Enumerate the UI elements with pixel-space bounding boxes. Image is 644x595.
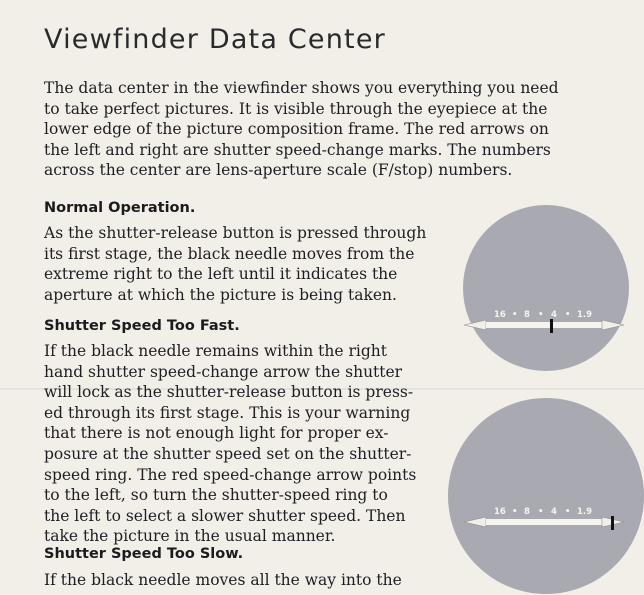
intro-line: the left and right are shutter speed-change marks. The numbers — [44, 140, 551, 159]
black-needle — [550, 319, 553, 333]
fstop-4: 4 — [551, 310, 557, 320]
fstop-separator: • — [512, 310, 518, 320]
fstop-separator: • — [538, 507, 544, 517]
fstop-separator: • — [512, 507, 518, 517]
fast-line: the left to select a slower shutter speed. Then — [44, 506, 406, 525]
fstop-8: 8 — [524, 507, 530, 517]
fstop-4: 4 — [551, 507, 557, 517]
fstop-8: 8 — [524, 310, 530, 320]
section-heading-normal-operation: Normal Operation. — [44, 200, 196, 216]
viewfinder-diagram-normal — [446, 204, 644, 374]
slow-line: If the black needle moves all the way into the — [44, 571, 402, 589]
fast-line: posure at the shutter speed set on the shutter- — [44, 444, 412, 463]
fstop-16: 16 — [494, 507, 506, 517]
normal-line: aperture at which the picture is being taken. — [44, 285, 397, 304]
intro-line: across the center are lens-aperture scale (F/stop) numbers. — [44, 161, 513, 180]
section-heading-shutter-too-slow: Shutter Speed Too Slow. — [44, 546, 244, 562]
fstop-16: 16 — [494, 310, 506, 320]
normal-operation-paragraph — [44, 223, 427, 305]
fstop-1-9: 1.9 — [577, 310, 593, 320]
viewfinder-disc — [448, 398, 644, 594]
fast-line: will lock as the shutter-release button is press- — [44, 383, 414, 402]
intro-paragraph — [44, 78, 584, 181]
fast-line: take the picture in the usual manner. — [44, 527, 336, 546]
shutter-too-fast-paragraph — [44, 341, 424, 547]
fstop-1-9: 1.9 — [577, 507, 593, 517]
fast-line: ed through its first stage. This is your warning — [44, 403, 411, 422]
fstop-separator: • — [565, 310, 571, 320]
fast-line: to the left, so turn the shutter-speed ring to — [44, 486, 388, 505]
viewfinder-disc — [463, 205, 629, 371]
fstop-separator: • — [565, 507, 571, 517]
fast-line: speed ring. The red speed-change arrow points — [44, 465, 417, 484]
fast-line: hand shutter speed-change arrow the shutter — [44, 362, 403, 381]
shutter-too-slow-paragraph — [44, 570, 424, 591]
normal-line: extreme right to the left until it indicates the — [44, 265, 398, 284]
intro-line: lower edge of the picture composition frame. The red arrows on — [44, 120, 549, 139]
scale-strip — [486, 322, 602, 328]
fast-line: If the black needle remains within the right — [44, 342, 387, 360]
normal-line: its first stage, the black needle moves from the — [44, 244, 415, 263]
intro-line: to take perfect pictures. It is visible through the eyepiece at the — [44, 99, 548, 118]
intro-line: The data center in the viewfinder shows you everything you need — [44, 79, 559, 97]
section-heading-shutter-too-fast: Shutter Speed Too Fast. — [44, 318, 240, 334]
normal-line: As the shutter-release button is pressed through — [44, 224, 427, 242]
black-needle — [611, 516, 614, 530]
fast-line: that there is not enough light for proper ex- — [44, 424, 389, 443]
fstop-separator: • — [538, 310, 544, 320]
viewfinder-diagram-too-fast — [446, 398, 644, 595]
page-title: Viewfinder Data Center — [44, 24, 386, 55]
scale-strip — [486, 519, 602, 525]
